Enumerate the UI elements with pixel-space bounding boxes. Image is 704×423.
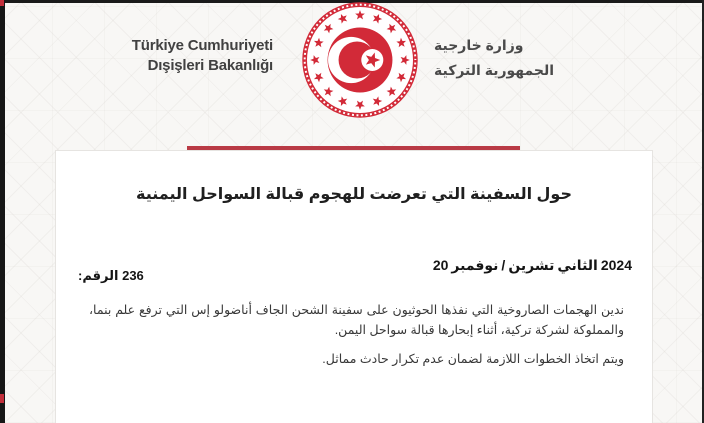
date-slash: / — [501, 257, 506, 273]
left-edge-red-mark-top — [0, 0, 4, 6]
statement-number — [78, 268, 144, 284]
statement-date — [433, 257, 632, 274]
panel-top-accent-line — [187, 146, 520, 150]
date-month-name-2: تشرين — [508, 257, 555, 273]
statement-paragraph-2: ويتم اتخاذ الخطوات اللازمة لضمان عدم تكرار حادث مماثل. — [322, 352, 624, 366]
date-month-name-1: نوفمبر — [451, 257, 499, 273]
ministry-name-arabic-line1: وزارة خارجية — [434, 37, 524, 53]
date-year: 2024 — [600, 257, 632, 273]
ministry-emblem-icon — [301, 1, 419, 119]
ministry-name-turkish-line2: Dışişleri Bakanlığı — [147, 57, 273, 74]
statement-body — [89, 300, 624, 378]
statement-number-value: 236 — [122, 268, 144, 283]
statement-title: حول السفينة التي تعرضت للهجوم قبالة السواحل اليمنية — [136, 186, 572, 203]
date-month-name-3: الثاني — [557, 257, 598, 273]
statement-number-label: الرقم: — [78, 268, 119, 283]
ministry-name-turkish — [132, 36, 273, 76]
statement-document-panel — [55, 150, 653, 423]
ministry-name-arabic — [434, 33, 554, 83]
statement-paragraph-1: ندين الهجمات الصاروخية التي نفذها الحوثيون على سفينة الشحن الجاف أناضولو إس التي ترفع علم بنما، والمملوكة لشركة تركية، أثناء إبحارها قبالة سواحل اليمن. — [89, 303, 624, 337]
left-edge-red-mark-bottom — [0, 394, 4, 403]
screen-left-edge — [0, 0, 5, 423]
ministry-name-turkish-line1: Türkiye Cumhuriyeti — [131, 37, 273, 54]
date-day: 20 — [432, 257, 449, 273]
ministry-name-arabic-line2: الجمهورية التركية — [434, 62, 555, 78]
